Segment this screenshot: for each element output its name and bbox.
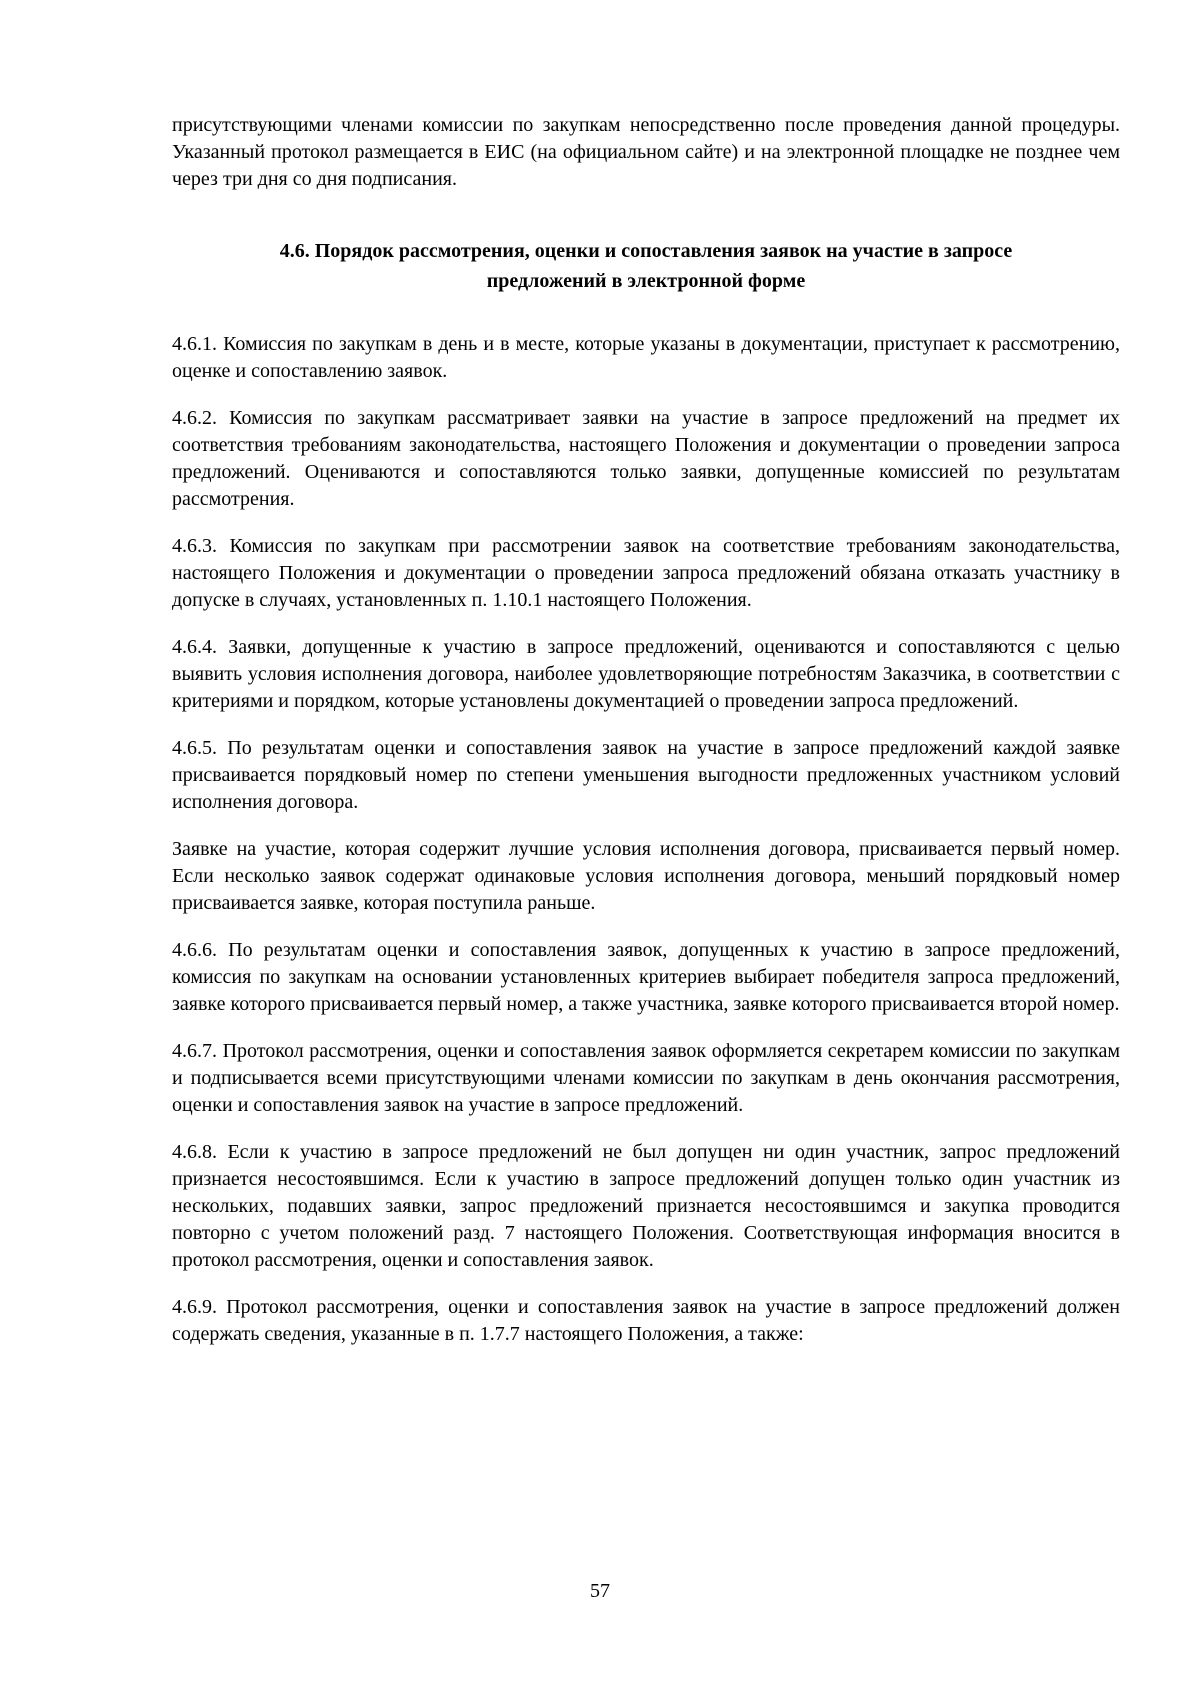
section-heading [172,236,1120,296]
paragraph-4-6-7: 4.6.7. Протокол рассмотрения, оценки и сопоставления заявок оформляется секретарем комиссии по закупкам и подписывается всеми присутствующими членами комиссии по закупкам в день окончания рассмотрения, оценки и сопоставления заявок на участие в запросе предложений. [172,1040,1120,1116]
page-number: 57 [590,1580,610,1602]
section-heading-line-2: предложений в электронной форме [486,270,806,292]
paragraph-4-6-1: 4.6.1. Комиссия по закупкам в день и в месте, которые указаны в документации, приступает к рассмотрению, оценке и сопоставлению заявок. [172,333,1120,382]
paragraph-4-6-6: 4.6.6. По результатам оценки и сопоставления заявок, допущенных к участию в запросе предложений, комиссия по закупкам на основании установленных критериев выбирает победителя запроса предложений, заявке которого присваивается первый номер, а также участника, заявке которого присваивается второй номер. [172,939,1120,1015]
paragraph-4-6-5: 4.6.5. По результатам оценки и сопоставления заявок на участие в запросе предложений каждой заявке присваивается порядковый номер по степени уменьшения выгодности предложенных участником условий исполнения договора. [172,737,1120,813]
paragraph-4-6-5-continuation: Заявке на участие, которая содержит лучшие условия исполнения договора, присваивается первый номер. Если несколько заявок содержат одинаковые условия исполнения договора, меньший порядковый номер присваивается заявке, которая поступила раньше. [172,838,1120,914]
paragraph-4-6-4: 4.6.4. Заявки, допущенные к участию в запросе предложений, оцениваются и сопоставляются с целью выявить условия исполнения договора, наиболее удовлетворяющие потребностям Заказчика, в соответствии с критериями и порядком, которые установлены документацией о проведении запроса предложений. [172,636,1120,712]
section-heading-line-1: 4.6. Порядок рассмотрения, оценки и сопоставления заявок на участие в запросе [279,240,1013,262]
paragraph-4-6-8: 4.6.8. Если к участию в запросе предложений не был допущен ни один участник, запрос предложений признается несостоявшимся. Если к участию в запросе предложений допущен только один участник из нескольких, подавших заявки, запрос предложений признается несостоявшимся и закупка проводится повторно с учетом положений разд. 7 настоящего Положения. Соответствующая информация вносится в протокол рассмотрения, оценки и сопоставления заявок. [172,1141,1120,1271]
paragraph-4-6-9: 4.6.9. Протокол рассмотрения, оценки и сопоставления заявок на участие в запросе предложений должен содержать сведения, указанные в п. 1.7.7 настоящего Положения, а также: [172,1296,1120,1345]
paragraph-4-6-2: 4.6.2. Комиссия по закупкам рассматривает заявки на участие в запросе предложений на предмет их соответствия требованиям законодательства, настоящего Положения и документации о проведении запроса предложений. Оцениваются и сопоставляются только заявки, допущенные комиссией по результатам рассмотрения. [172,407,1120,510]
paragraph-4-6-3: 4.6.3. Комиссия по закупкам при рассмотрении заявок на соответствие требованиям законодательства, настоящего Положения и документации о проведении запроса предложений обязана отказать участнику в допуске в случаях, установленных п. 1.10.1 настоящего Положения. [172,535,1120,611]
intro-paragraph: присутствующими членами комиссии по закупкам непосредственно после проведения данной процедуры. Указанный протокол размещается в ЕИС (на официальном сайте) и на электронной площадке не позднее чем через три дня со дня подписания. [172,114,1120,190]
document-page [172,112,1120,1368]
